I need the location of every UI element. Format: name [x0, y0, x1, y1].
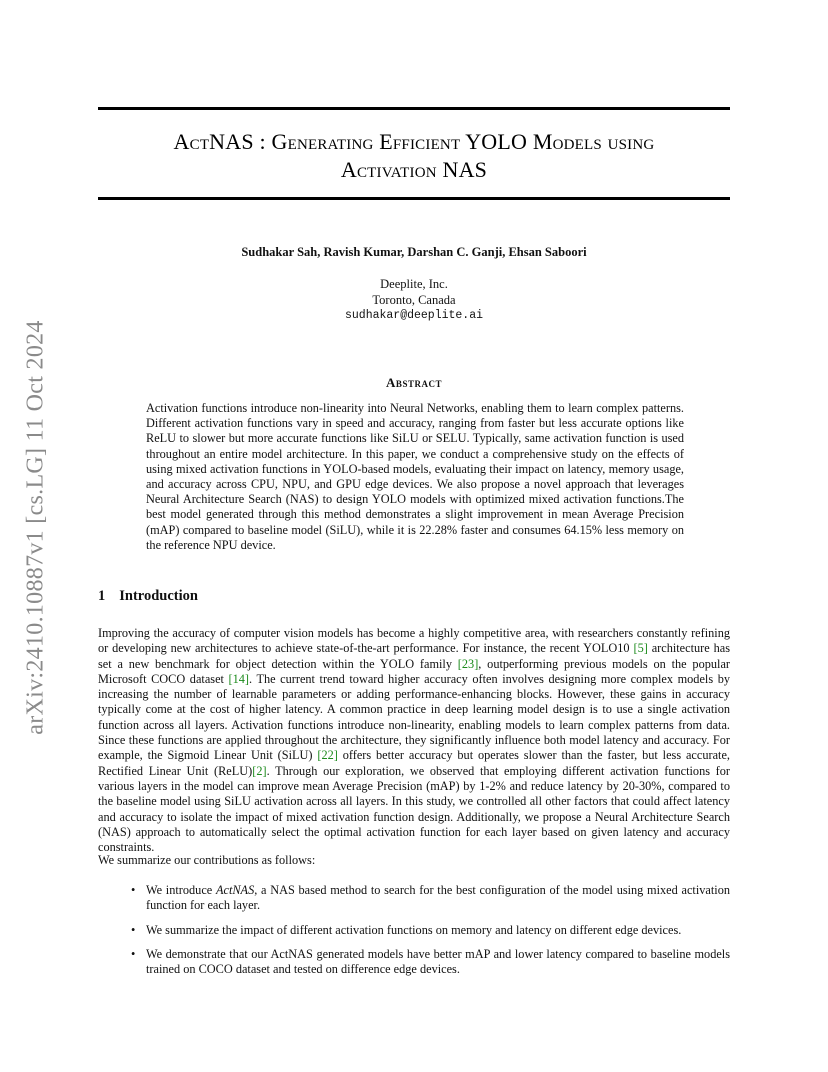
list-item	[130, 947, 730, 978]
intro-text-3: , outperforming previous models on the popular Microsoft COCO dataset	[98, 656, 730, 686]
arxiv-side-stamp	[24, 292, 48, 762]
title-line-2: Activation NAS	[340, 157, 488, 182]
affiliation-org: Deeplite, Inc.	[380, 277, 448, 291]
citation-link[interactable]: [22]	[317, 748, 338, 763]
intro-text-2: architecture has set a new benchmark for object detection within the YOLO family	[98, 641, 730, 671]
title-line-1: ActNAS : Generating Efficient YOLO Models using	[173, 129, 655, 154]
intro-text-4: . The current trend toward higher accuracy often involves designing more complex models by increasing the number of learnable parameters or adding performance-enhancing blocks. However, these gains in accuracy typically come at the cost of higher latency. A common practice in deep learning model design is to use a single activation function across all layers. Activation functions introduce non-linearity, enabling models to learn complex patterns from data. Since these functions are applied throughout the architecture, they significantly influence both model latency and accuracy. For example, the Sigmoid Linear Unit (SiLU)	[98, 671, 730, 763]
contribution-text: We demonstrate that our ActNAS generated models have better mAP and lower latency compared to baseline models trained on COCO dataset and tested on difference edge devices.	[146, 946, 730, 977]
contributions-lead: We summarize our contributions as follows:	[98, 853, 316, 867]
author-email: sudhakar@deeplite.ai	[344, 309, 484, 322]
section-number: 1	[98, 588, 106, 604]
arxiv-identifier: arXiv:2410.10887v1 [cs.LG] 11 Oct 2024	[22, 319, 49, 735]
paper-title	[98, 128, 730, 184]
contributions-list	[130, 883, 730, 986]
affiliation-location: Toronto, Canada	[372, 293, 456, 307]
introduction-paragraph	[98, 626, 730, 855]
method-name: ActNAS	[215, 883, 255, 897]
citation-link[interactable]: [14]	[228, 671, 250, 686]
contribution-text: , a NAS based method to search for the best configuration of the model using mixed activation function for each layer.	[146, 883, 730, 913]
citation-link[interactable]: [2]	[252, 763, 267, 778]
author-list: Sudhakar Sah, Ravish Kumar, Darshan C. Ganji, Ehsan Saboori	[241, 245, 587, 259]
list-item	[130, 923, 730, 938]
contribution-text: We summarize the impact of different activation functions on memory and latency on different edge devices.	[146, 922, 682, 937]
list-item	[130, 883, 730, 914]
citation-link[interactable]: [23]	[457, 656, 479, 671]
intro-text-6: . Through our exploration, we observed that employing different activation functions for various layers in the model can improve mean Average Precision (mAP) by 1-2% and reduce latency by 20-30%, compared to the baseline model using SiLU activation across all layers. In this study, we controlled all other factors that could affect latency and accuracy to isolate the impact of mixed activation function design. Additionally, we propose a Neural Architecture Search (NAS) approach to automatically select the optimal activation function for each layer based on given latency and accuracy constraints.	[98, 763, 730, 855]
affiliation-block	[98, 276, 730, 324]
abstract-text: Activation functions introduce non-linearity into Neural Networks, enabling them to learn complex patterns. Different activation functions vary in speed and accuracy, ranging from faster but less accurate options like ReLU to slower but more accurate functions like SiLU or SELU. Typically, same activation function is used throughout an entire model architecture. In this paper, we conduct a comprehensive study on the effects of using mixed activation functions in YOLO-based models, evaluating their impact on latency, memory usage, and accuracy across CPU, NPU, and GPU edge devices. We also propose a novel approach that leverages Neural Architecture Search (NAS) to design YOLO models with optimized mixed activation functions.The best model generated through this method demonstrates a slight improvement in mean Average Precision (mAP) compared to baseline model (SiLU), while it is 22.28% faster and consumes 64.15% less memory on the reference NPU device.	[146, 401, 684, 552]
section-title: Introduction	[119, 588, 198, 604]
section-heading-introduction	[98, 588, 198, 605]
title-bottom-rule	[98, 197, 730, 200]
abstract-heading: Abstract	[386, 375, 442, 390]
intro-text-5: offers better accuracy but operates slower than the faster, but less accurate, Rectified Linear Unit (ReLU)	[98, 748, 730, 778]
intro-text-1: Improving the accuracy of computer vision models has become a highly competitive area, with researchers constantly refining or developing new architectures to achieve state-of-the-art performance. For instance, the recent YOLO10	[98, 626, 730, 656]
citation-link[interactable]: [5]	[633, 641, 648, 656]
title-top-rule	[98, 107, 730, 110]
contribution-text: We introduce	[146, 883, 216, 897]
